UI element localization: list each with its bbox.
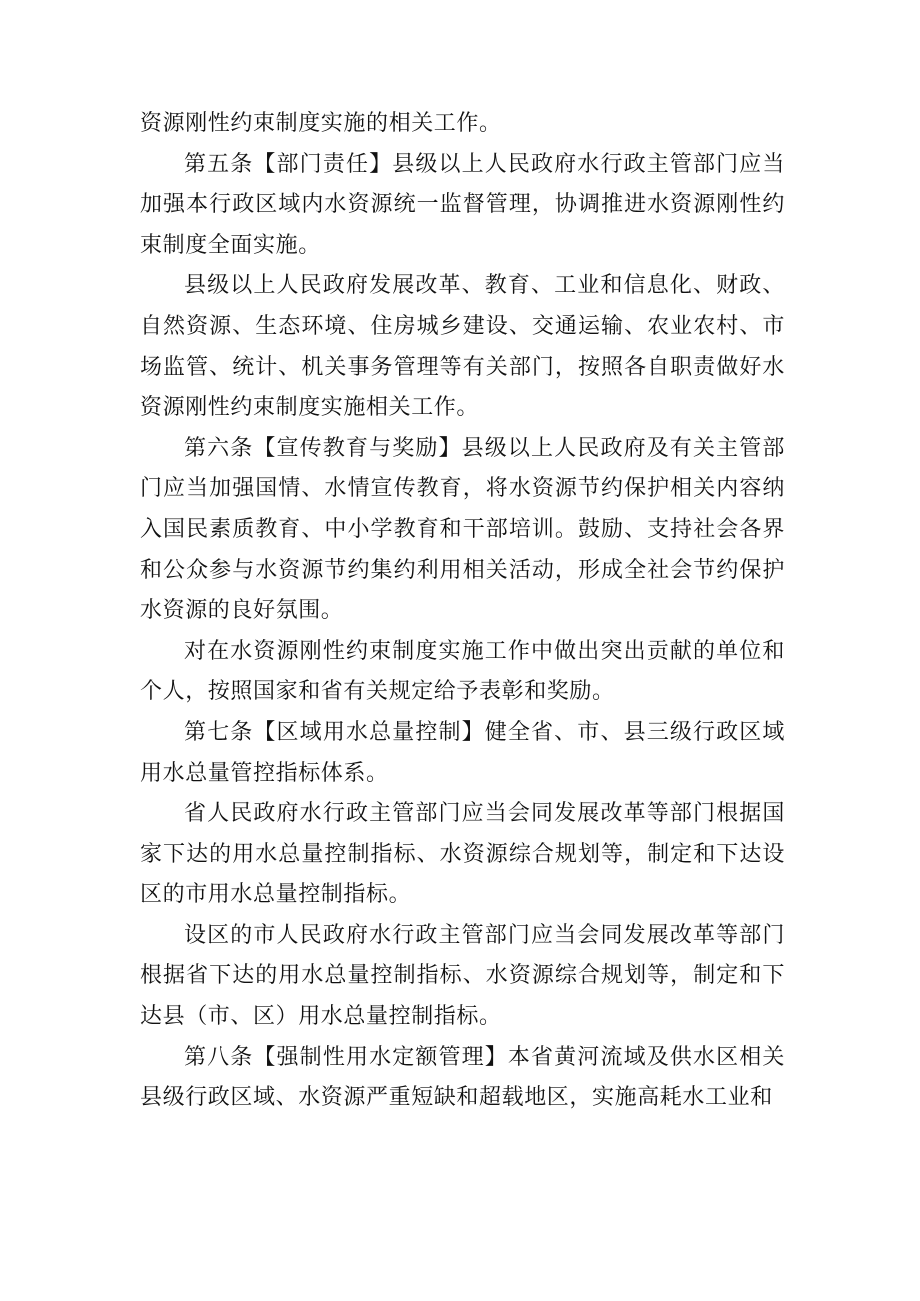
paragraph-article-5-departments: 县级以上人民政府发展改革、教育、工业和信息化、财政、自然资源、生态环境、住房城乡建设、交通运输、农业农村、市场监管、统计、机关事务管理等有关部门，按照各自职责做好水资源刚性约束制度实施相关工作。 xyxy=(140,273,785,421)
paragraph-article-7: 第七条【区域用水总量控制】健全省、市、县三级行政区域用水总量管控指标体系。 xyxy=(140,719,785,786)
document-body xyxy=(140,104,785,1119)
paragraph-article-6: 第六条【宣传教育与奖励】县级以上人民政府及有关主管部门应当加强国情、水情宣传教育，将水资源节约保护相关内容纳入国民素质教育、中小学教育和干部培训。鼓励、支持社会各界和公众参与水资源节约集约利用相关活动，形成全社会节约保护水资源的良好氛围。 xyxy=(140,435,785,624)
paragraph-article-7-province: 省人民政府水行政主管部门应当会同发展改革等部门根据国家下达的用水总量控制指标、水资源综合规划等，制定和下达设区的市用水总量控制指标。 xyxy=(140,801,785,908)
paragraph-article-8: 第八条【强制性用水定额管理】本省黄河流域及供水区相关县级行政区域、水资源严重短缺和超载地区，实施高耗水工业和 xyxy=(140,1044,785,1111)
paragraph-article-6-rewards: 对在水资源刚性约束制度实施工作中做出突出贡献的单位和个人，按照国家和省有关规定给予表彰和奖励。 xyxy=(140,638,785,705)
paragraph-article-5: 第五条【部门责任】县级以上人民政府水行政主管部门应当加强本行政区域内水资源统一监督管理，协调推进水资源刚性约束制度全面实施。 xyxy=(140,151,785,258)
paragraph-continuation: 资源刚性约束制度实施的相关工作。 xyxy=(140,111,502,136)
paragraph-article-7-city: 设区的市人民政府水行政主管部门应当会同发展改革等部门根据省下达的用水总量控制指标、水资源综合规划等，制定和下达县（市、区）用水总量控制指标。 xyxy=(140,922,785,1030)
